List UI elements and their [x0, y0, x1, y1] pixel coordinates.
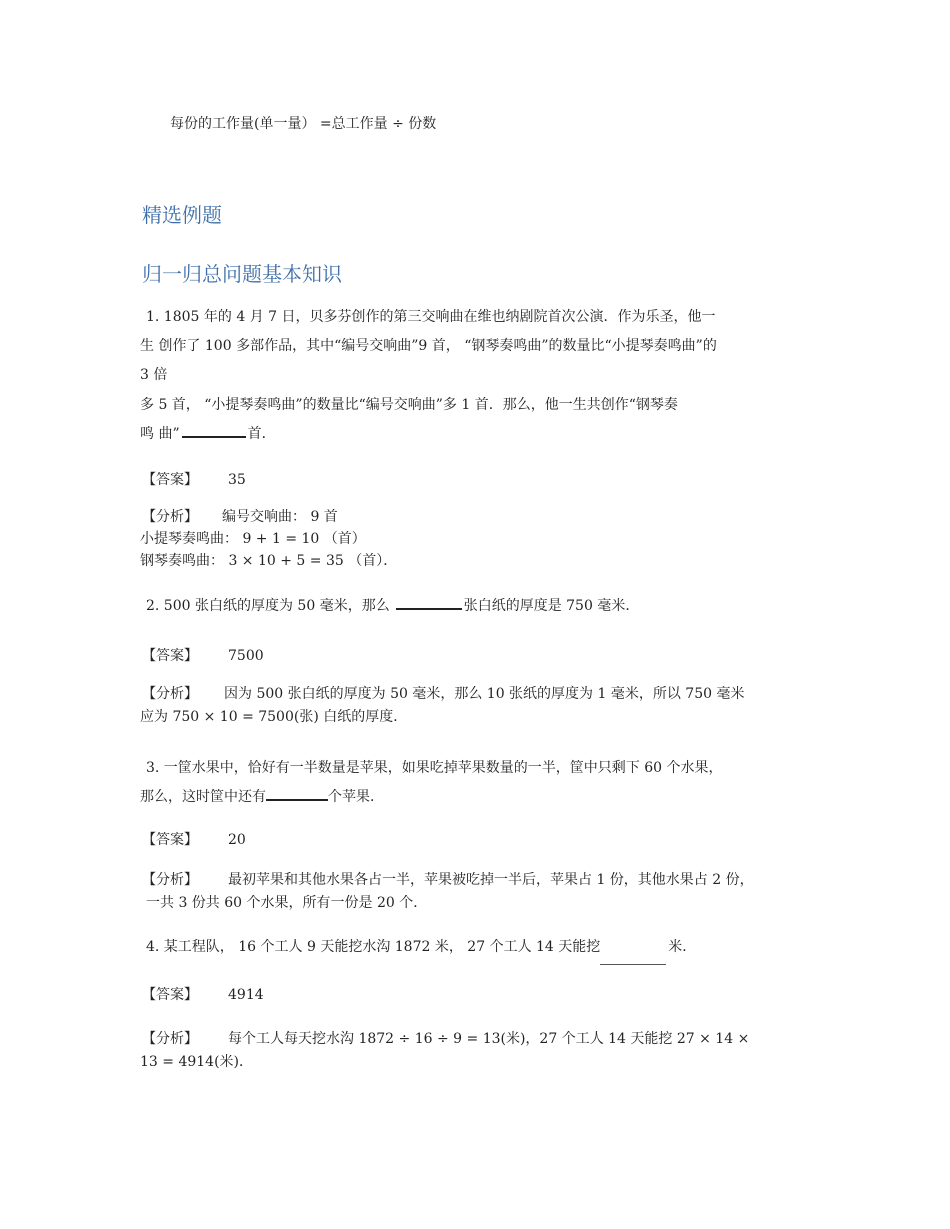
problem-text-line: 生 创作了 100 多部作品，其中“编号交响曲”9 首， “钢琴奏鸣曲”的数量比“小提琴奏鸣曲”的	[140, 338, 717, 354]
analysis-label: 【分析】	[142, 509, 198, 525]
problem-text: 张白纸的厚度是 750 毫米．	[463, 598, 640, 614]
subsection-title: 归一归总问题基本知识	[142, 262, 342, 286]
problem-text-line: 3. 一筐水果中，恰好有一半数量是苹果，如果吃掉苹果数量的一半，筐中只剩下 60 个水果，	[146, 760, 723, 776]
problem-text: 鸣 曲”	[140, 426, 180, 442]
problem-text-line: 多 5 首， “小提琴奏鸣曲”的数量比“编号交响曲”多 1 首．那么，他一生共创作“钢琴奏	[140, 397, 678, 413]
problem-text: 4. 某工程队， 16 个工人 9 天能挖水沟 1872 米， 27 个工人 14 天能挖	[146, 939, 601, 955]
problem-text: 那么，这时筐中还有	[140, 789, 266, 805]
problem-text: 个苹果．	[328, 789, 384, 805]
answer-row	[142, 988, 264, 1002]
analysis-row	[142, 873, 754, 887]
problem-text: 首．	[247, 426, 276, 442]
problem-text-line: 1. 1805 年的 4 月 7 日，贝多芬创作的第三交响曲在维也纳剧院首次公演．作为乐圣，他一	[146, 309, 716, 325]
problem-text-line	[146, 599, 639, 613]
answer-label: 【答案】	[142, 648, 198, 664]
answer-label: 【答案】	[142, 472, 198, 488]
answer-blank	[182, 436, 246, 438]
answer-blank	[600, 964, 666, 965]
section-title: 精选例题	[142, 203, 222, 227]
analysis-text: 应为 750 × 10 = 7500(张) 白纸的厚度．	[140, 709, 408, 725]
answer-blank	[266, 799, 328, 801]
answer-row	[142, 649, 264, 663]
problem-text-line	[140, 427, 276, 441]
analysis-text: 最初苹果和其他水果各占一半，苹果被吃掉一半后，苹果占 1 份，其他水果占 2 份，	[228, 872, 754, 888]
analysis-text: 一共 3 份共 60 个水果，所有一份是 20 个．	[146, 895, 428, 911]
answer-value: 20	[228, 832, 246, 848]
answer-row	[142, 833, 246, 847]
problem-text-line: 3 倍	[140, 367, 168, 383]
analysis-label: 【分析】	[142, 686, 198, 702]
analysis-text: 钢琴奏鸣曲： 3 × 10 + 5 = 35 （首）．	[140, 553, 398, 569]
analysis-label: 【分析】	[142, 872, 198, 888]
analysis-row	[142, 510, 338, 524]
answer-label: 【答案】	[142, 832, 198, 848]
analysis-text: 编号交响曲： 9 首	[222, 509, 338, 525]
analysis-row	[142, 1032, 749, 1046]
answer-value: 7500	[228, 648, 264, 664]
problem-text-line	[146, 940, 696, 954]
problem-text-line	[140, 790, 384, 804]
problem-text: 米．	[668, 939, 697, 955]
analysis-text: 13 = 4914(米)．	[140, 1054, 253, 1070]
answer-value: 35	[228, 472, 246, 488]
answer-value: 4914	[228, 987, 264, 1003]
analysis-text: 小提琴奏鸣曲： 9 + 1 = 10 （首）	[140, 531, 366, 547]
answer-blank	[396, 608, 462, 610]
formula-line: 每份的工作量(单一量） =总工作量 ÷ 份数	[170, 116, 437, 132]
analysis-text: 每个工人每天挖水沟 1872 ÷ 16 ÷ 9 = 13(米)，27 个工人 14 天能挖 27 × 14 ×	[228, 1031, 750, 1047]
problem-text: 2. 500 张白纸的厚度为 50 毫米，那么	[146, 598, 390, 614]
answer-row	[142, 473, 246, 487]
analysis-row	[142, 687, 744, 701]
answer-label: 【答案】	[142, 987, 198, 1003]
analysis-text: 因为 500 张白纸的厚度为 50 毫米，那么 10 张纸的厚度为 1 毫米，所以 750 毫米	[224, 686, 745, 702]
analysis-label: 【分析】	[142, 1031, 198, 1047]
